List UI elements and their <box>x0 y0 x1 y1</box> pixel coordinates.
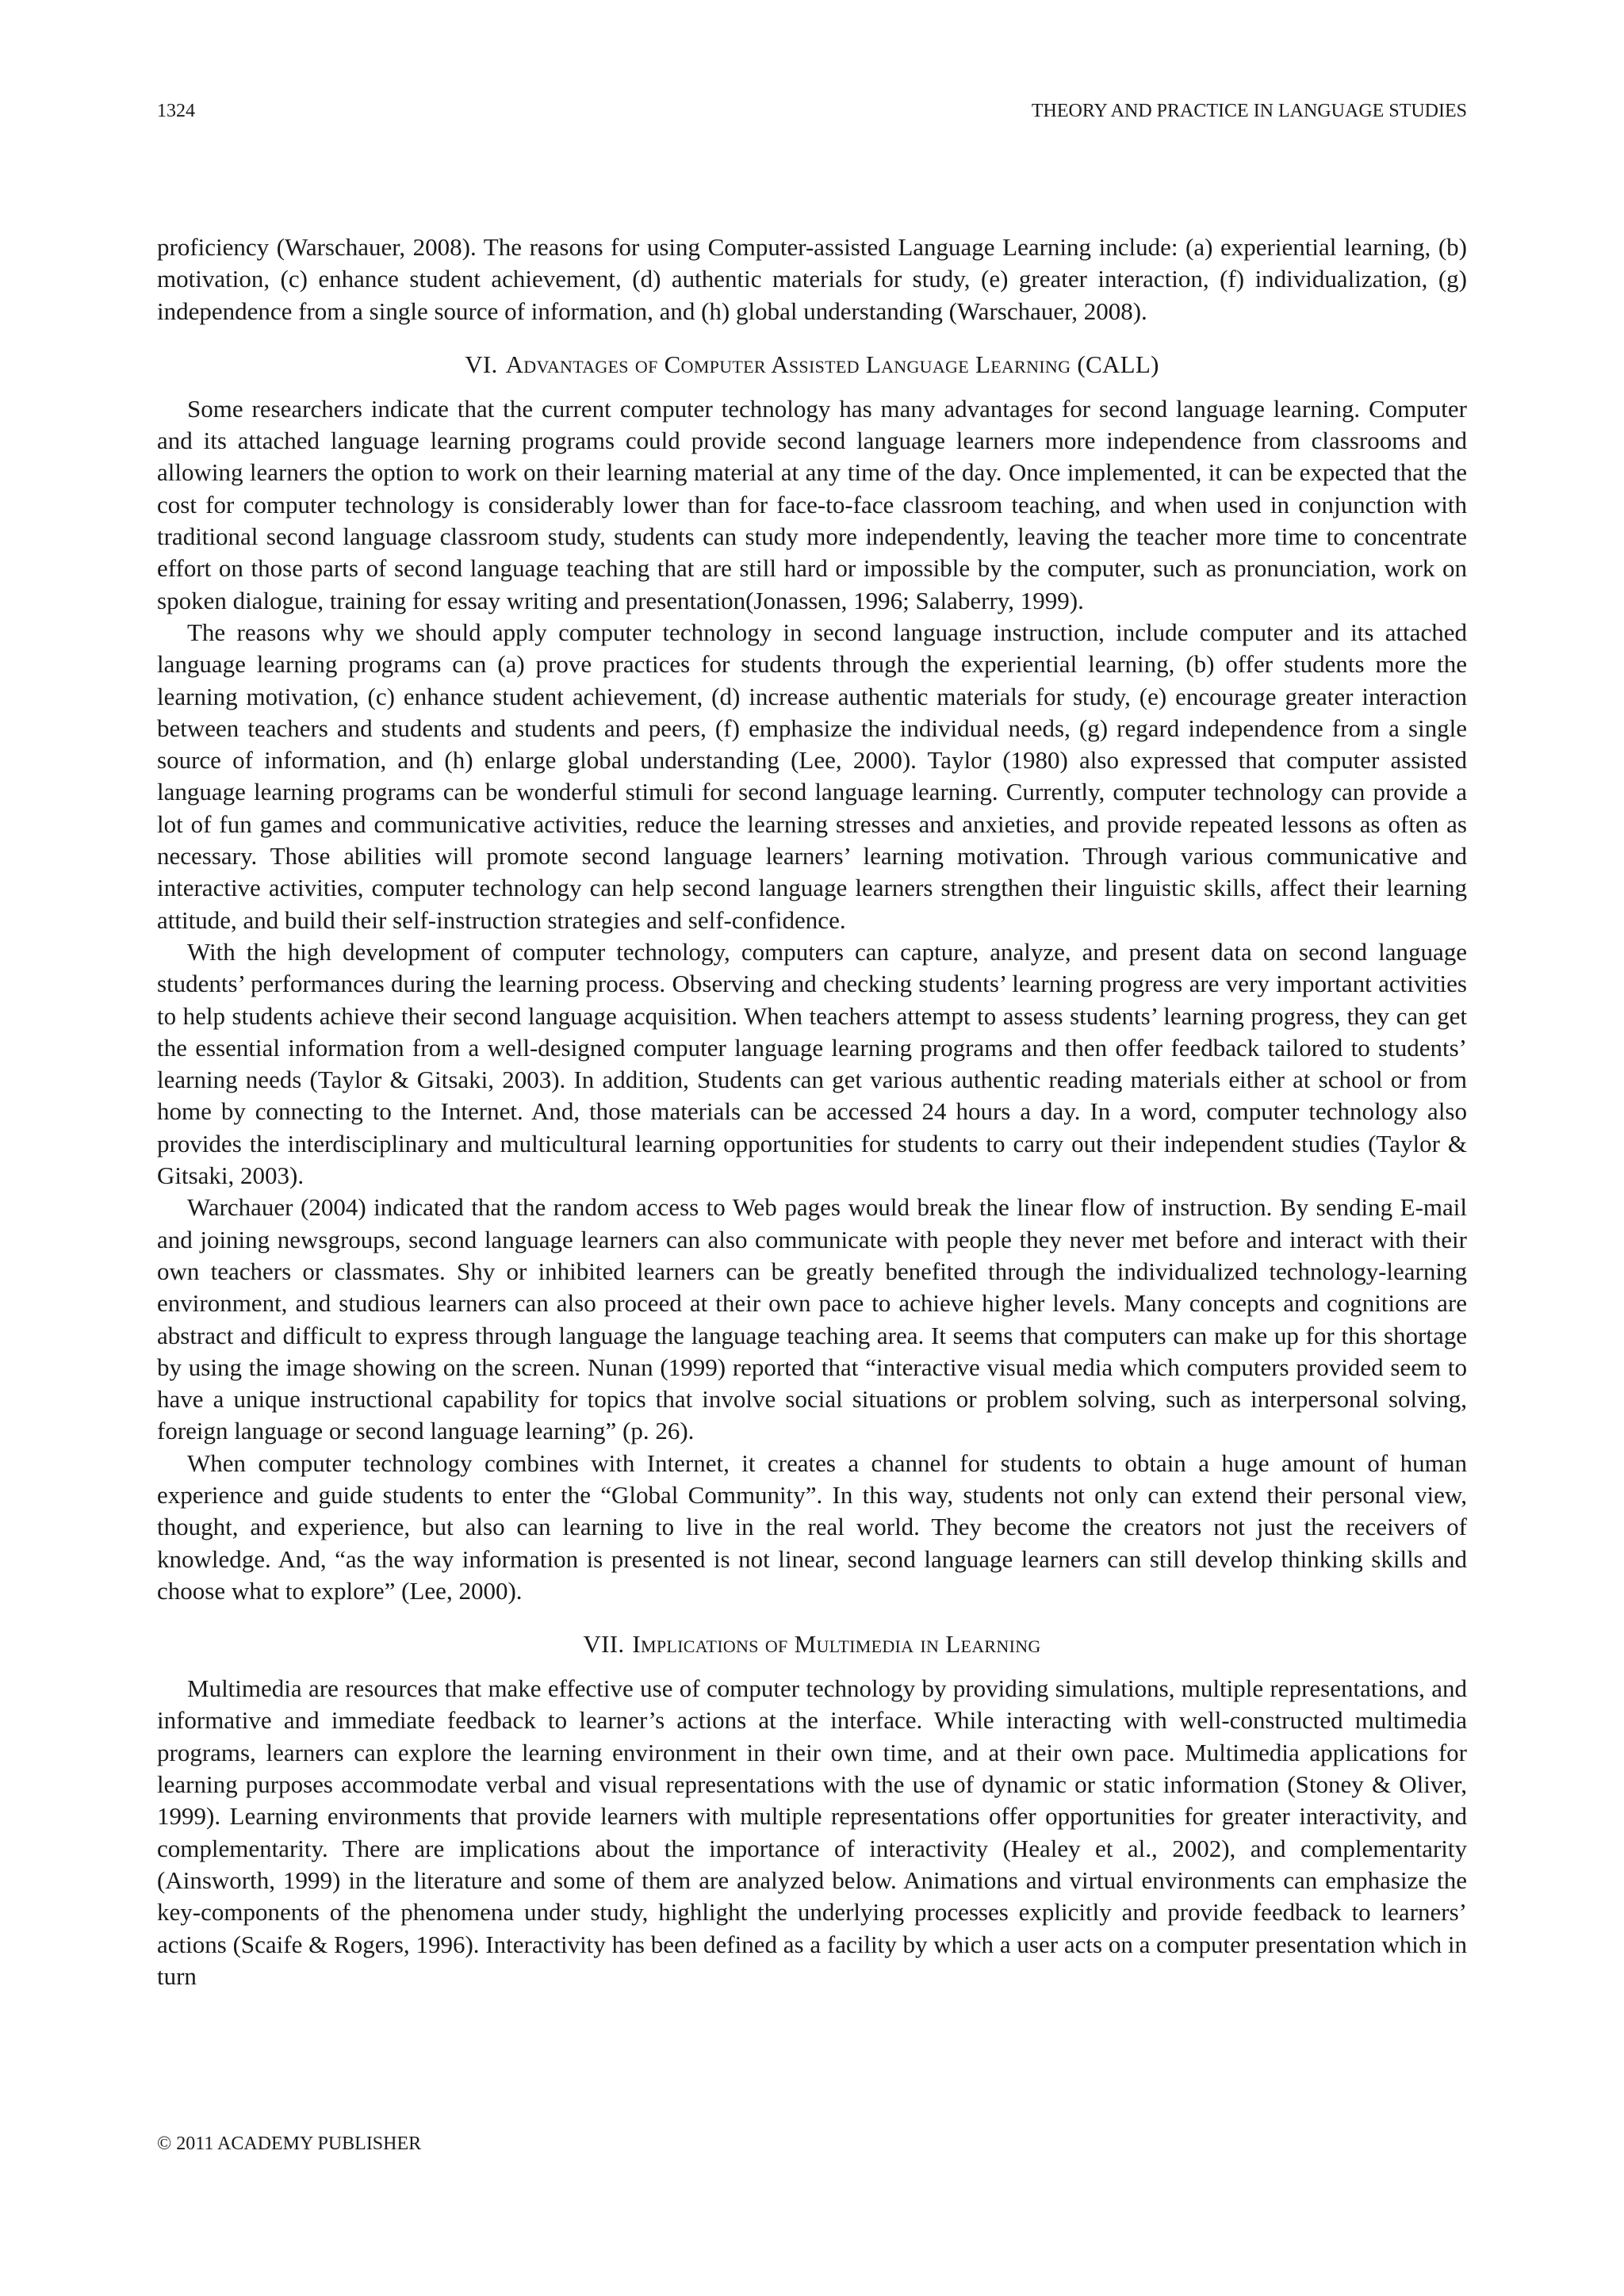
section-heading-vi <box>157 349 1467 381</box>
section-number: VII. <box>583 1630 625 1659</box>
copyright-footer: © 2011 ACADEMY PUBLISHER <box>157 2133 422 2154</box>
paragraph: Some researchers indicate that the current computer technology has many advantages for second language learning. Computer and its attached language learning programs could provide second language learners more independence from classrooms and allowing learners the option to work on their learning material at any time of the day. Once implemented, it can be expected that the cost for computer technology is considerably lower than for face-to-face classroom teaching, and when used in conjunction with traditional second language classroom study, students can study more independently, leaving the teacher more time to concentrate effort on those parts of second language teaching that are still hard or impossible by the computer, such as pronunciation, work on spoken dialogue, training for essay writing and presentation(Jonassen, 1996; Salaberry, 1999). <box>157 394 1467 614</box>
section-title: Advantages of Computer Assisted Language Learning (CALL) <box>505 350 1159 378</box>
section-title: Implications of Multimedia in Learning <box>632 1630 1041 1659</box>
article-body <box>157 232 1467 1992</box>
intro-paragraph: proficiency (Warschauer, 2008). The reasons for using Computer-assisted Language Learning include: (a) experiential learning, (b) motivation, (c) enhance student achievement, (d) authentic materials for study, (e) greater interaction, (f) individualization, (g) independence from a single source of information, and (h) global understanding (Warschauer, 2008). <box>157 233 1467 325</box>
paragraph: When computer technology combines with Internet, it creates a channel for students to obtain a huge amount of human experience and guide students to enter the “Global Community”. In this way, students not only can extend their personal view, thought, and experience, but also can learning to live in the real world. They become the creators not just the receivers of knowledge. And, “as the way information is presented is not linear, second language learners can still develop thinking skills and choose what to explore” (Lee, 2000). <box>157 1448 1467 1605</box>
paragraph: Warchauer (2004) indicated that the random access to Web pages would break the linear flow of instruction. By sending E-mail and joining newsgroups, second language learners can also communicate with people they never met before and interact with their own teachers or classmates. Shy or inhibited learners can be greatly benefited through the individualized technology-learning environment, and studious learners can also proceed at their own pace to achieve higher levels. Many concepts and cognitions are abstract and difficult to express through language the language teaching area. It seems that computers can make up for this shortage by using the image showing on the screen. Nunan (1999) reported that “interactive visual media which computers provided seem to have a unique instructional capability for topics that involve social situations or problem solving, such as interpersonal solving, foreign language or second language learning” (p. 26). <box>157 1193 1467 1445</box>
journal-title: THEORY AND PRACTICE IN LANGUAGE STUDIES <box>1031 101 1467 121</box>
paragraph: Multimedia are resources that make effective use of computer technology by providing simulations, multiple representations, and informative and immediate feedback to learner’s actions at the interface. While interacting with well-constructed multimedia programs, learners can explore the learning environment in their own time, and at their own pace. Multimedia applications for learning purposes accommodate verbal and visual representations with the use of dynamic or static information (Stoney & Oliver, 1999). Learning environments that provide learners with multiple representations offer opportunities for greater interactivity, and complementarity. There are implications about the importance of interactivity (Healey et al., 2002), and complementarity (Ainsworth, 1999) in the literature and some of them are analyzed below. Animations and virtual environments can emphasize the key-components of the phenomena under study, highlight the underlying processes explicitly and provide feedback to learners’ actions (Scaife & Rogers, 1996). Interactivity has been defined as a facility by which a user acts on a computer presentation which in turn <box>157 1674 1467 1990</box>
section-number: VI. <box>465 350 498 378</box>
page-number: 1324 <box>157 101 195 121</box>
paragraph: The reasons why we should apply computer technology in second language instruction, include computer and its attached language learning programs can (a) prove practices for students through the experiential learning, (b) offer students more the learning motivation, (c) enhance student achievement, (d) increase authentic materials for study, (e) encourage greater interaction between teachers and students and students and peers, (f) emphasize the individual needs, (g) regard independence from a single source of information, and (h) enlarge global understanding (Lee, 2000). Taylor (1980) also expressed that computer assisted language learning programs can be wonderful stimuli for second language learning. Currently, computer technology can provide a lot of fun games and communicative activities, reduce the learning stresses and anxieties, and provide repeated lessons as often as necessary. Those abilities will promote second language learners’ learning motivation. Through various communicative and interactive activities, computer technology can help second language learners strengthen their linguistic skills, affect their learning attitude, and build their self-instruction strategies and self-confidence. <box>157 618 1467 934</box>
section-heading-vii <box>157 1628 1467 1660</box>
paragraph: With the high development of computer technology, computers can capture, analyze, and present data on second language students’ performances during the learning process. Observing and checking students’ learning progress are very important activities to help students achieve their second language acquisition. When teachers attempt to assess students’ learning progress, they can get the essential information from a well-designed computer language learning programs and then offer feedback tailored to students’ learning needs (Taylor & Gitsaki, 2003). In addition, Students can get various authentic reading materials either at school or from home by connecting to the Internet. And, those materials can be accessed 24 hours a day. In a word, computer technology also provides the interdisciplinary and multicultural learning opportunities for students to carry out their independent studies (Taylor & Gitsaki, 2003). <box>157 937 1467 1190</box>
